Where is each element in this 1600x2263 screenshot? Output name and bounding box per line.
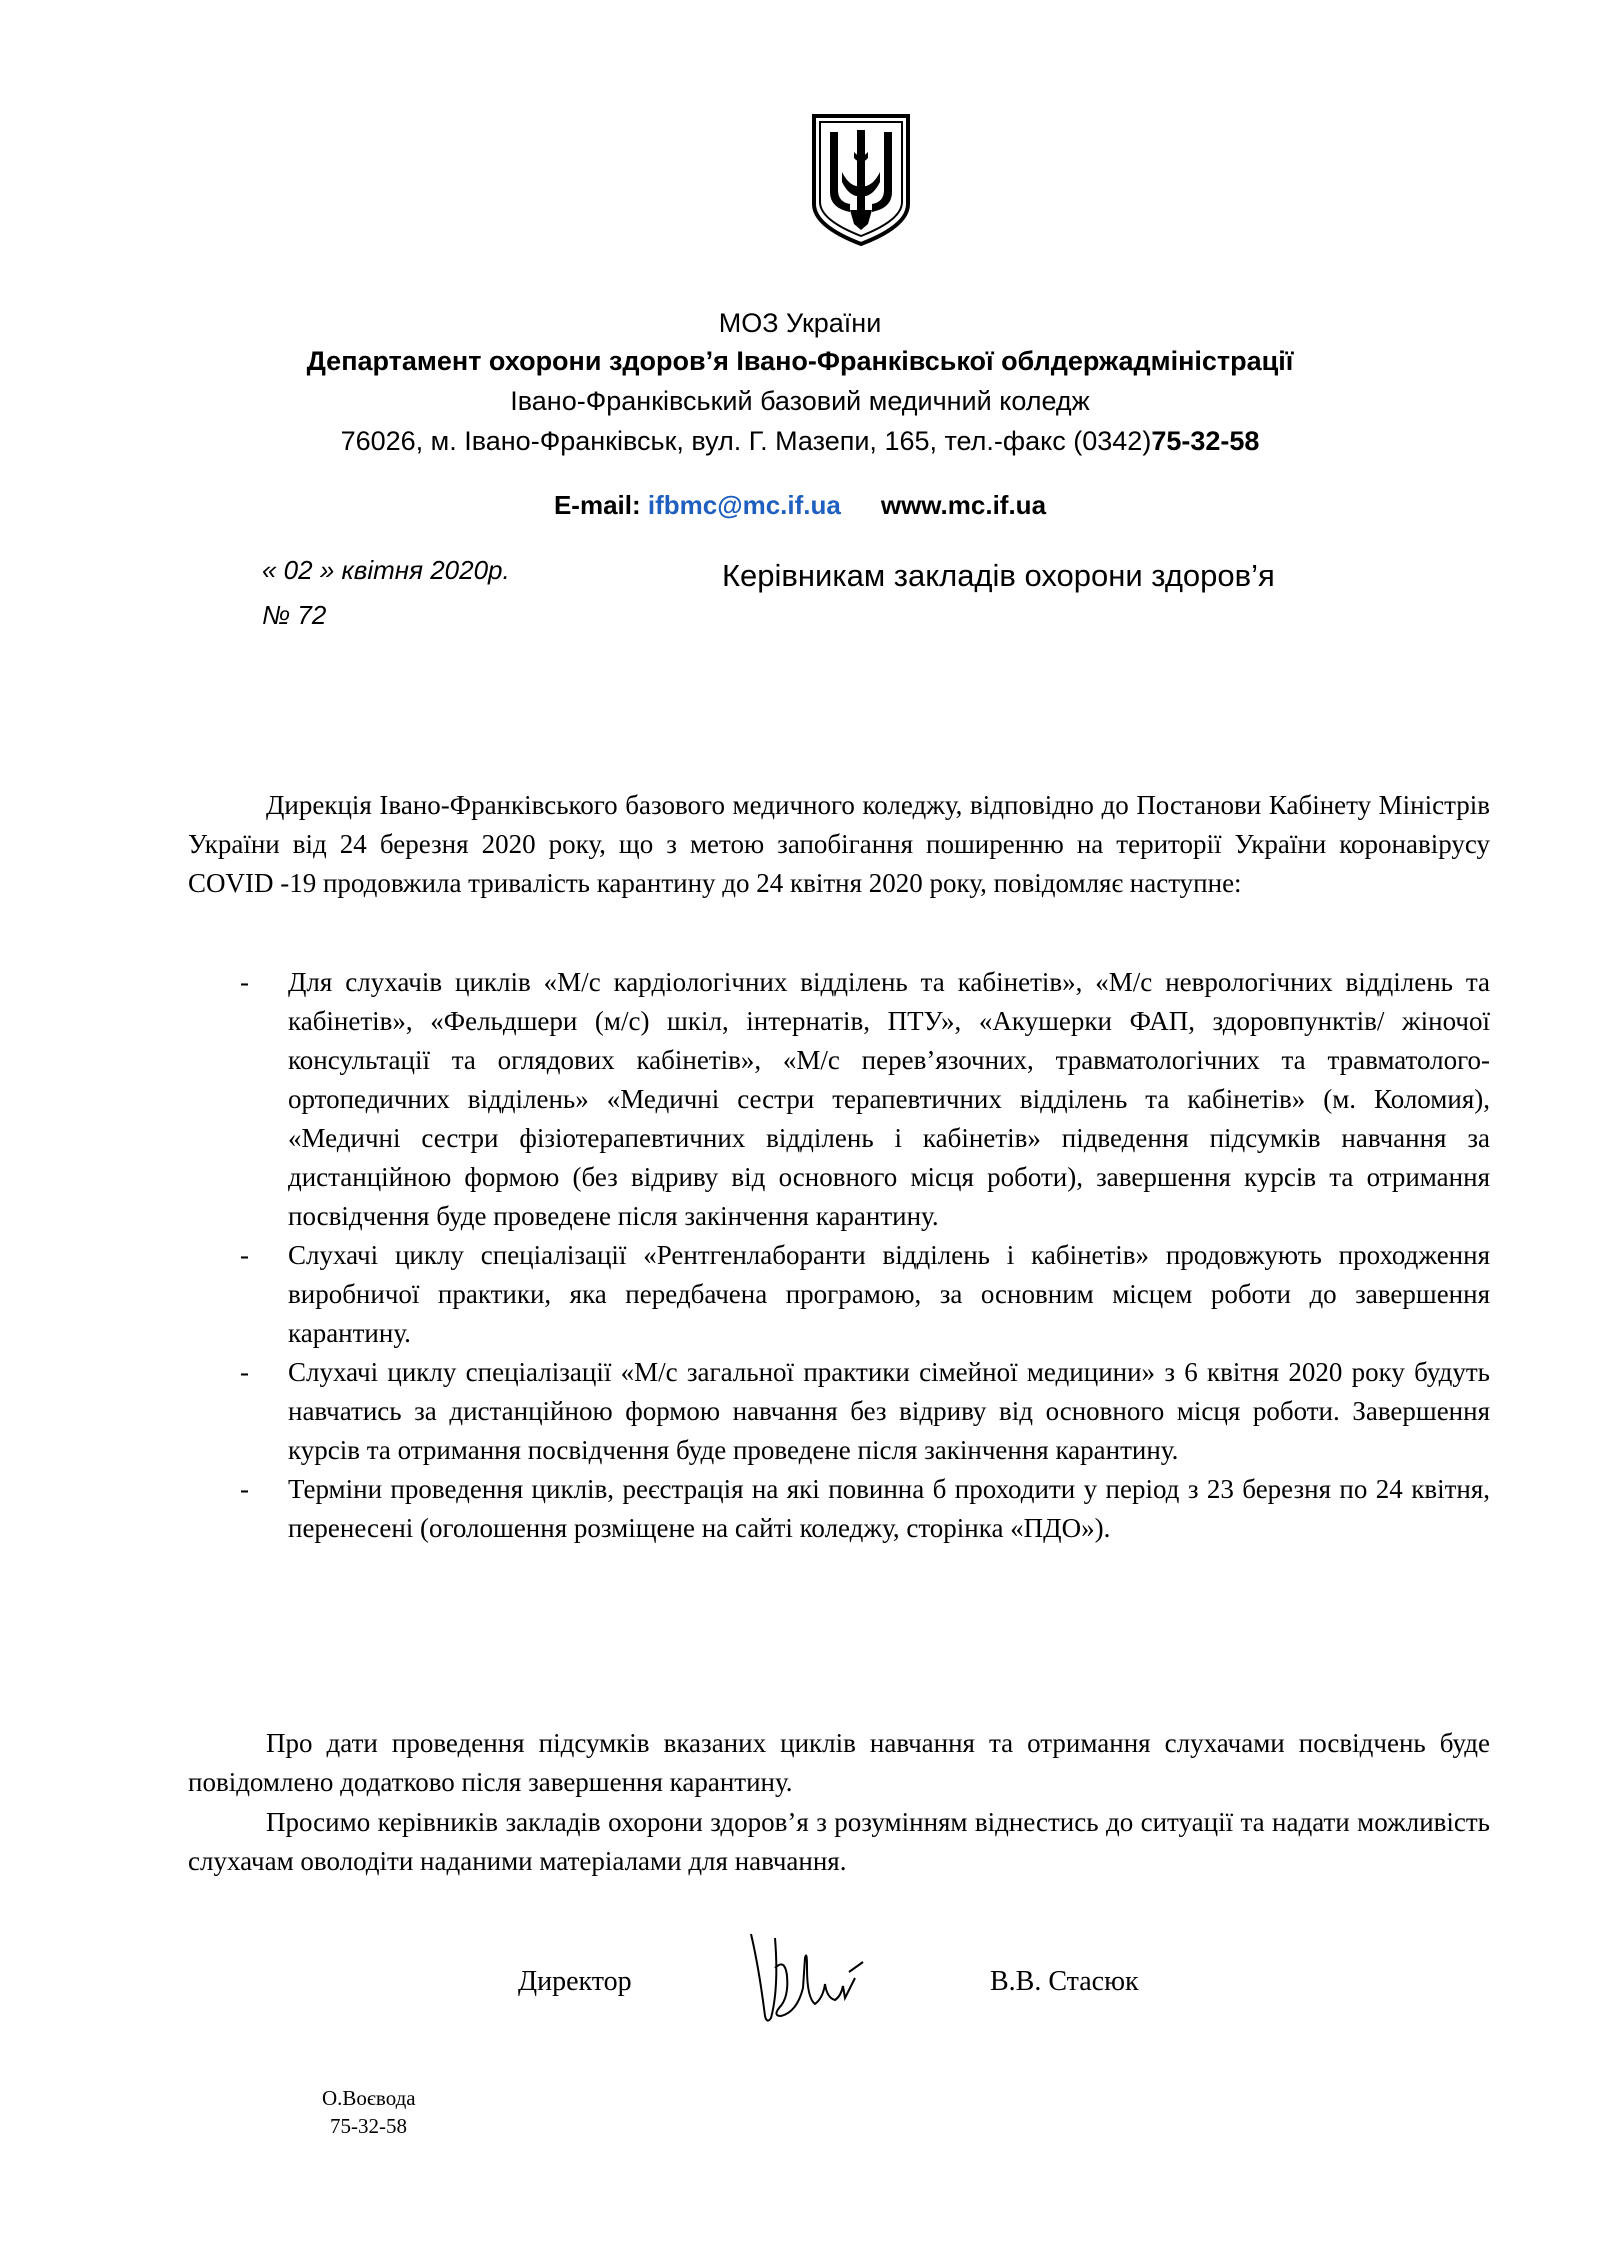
handwritten-signature-icon bbox=[745, 1928, 870, 2028]
list-item-text: Терміни проведення циклів, реєстрація на які повинна б проходити у період з 23 березня по 24 квітня, перенесені (оголошення розміщене на сайті коледжу, сторінка «ПДО»). bbox=[288, 1474, 1490, 1543]
bullet-marker: - bbox=[240, 1474, 249, 1504]
letter-date: « 02 » квітня 2020р. bbox=[262, 555, 510, 585]
signatory-title: Директор bbox=[518, 1966, 632, 1997]
bullet-marker: - bbox=[240, 967, 249, 997]
bullet-list bbox=[188, 963, 1490, 1548]
email-label: E-mail: bbox=[553, 490, 648, 520]
list-item bbox=[188, 1470, 1490, 1548]
executor-phone: 75-32-58 bbox=[330, 2114, 407, 2138]
list-item-text: Для слухачів циклів «М/с кардіологічних відділень та кабінетів», «М/с неврологічних відділень та кабінетів», «Фельдшери (м/с) шкіл, інтернатів, ПТУ», «Акушерки ФАП, здоровпунктів/ жіночої консультації та оглядових кабінетів», «М/с перев’язочних, травматологічних та травматолого-ортопедичних відділень» «Медичні сестри терапевтичних відділень та кабінетів» (м. Коломия), «Медичні сестри фізіотерапевтичних відділень і кабінетів» підведення підсумків навчання за дистанційною формою (без відриву від основного місця роботи), завершення курсів та отримання посвідчення буде проведене після закінчення карантину. bbox=[288, 967, 1490, 1231]
closing-paragraph-1: Про дати проведення підсумків вказаних циклів навчання та отримання слухачами посвідчень буде повідомлено додатково після завершення карантину. bbox=[188, 1728, 1490, 1797]
signatory-name: В.В. Стасюк bbox=[990, 1966, 1139, 1997]
ministry-name: МОЗ України bbox=[718, 308, 882, 338]
intro-paragraph: Дирекція Івано-Франківського базового медичного коледжу, відповідно до Постанови Кабінету Міністрів України від 24 березня 2020 року, що з метою запобігання поширенню на території України коронавірусу COVID -19 продовжила тривалість карантину до 24 квітня 2020 року, повідомляє наступне: bbox=[188, 790, 1490, 898]
letter-number: № 72 bbox=[262, 600, 327, 630]
department-name: Департамент охорони здоров’я Івано-Франківської облдержадміністрації bbox=[306, 346, 1294, 376]
website-link[interactable]: www.mc.if.ua bbox=[880, 490, 1047, 520]
college-address bbox=[0, 426, 1600, 457]
addressee: Керівникам закладів охорони здоров’я bbox=[722, 558, 1275, 593]
bullet-marker: - bbox=[240, 1357, 249, 1387]
phone-number: 75-32-58 bbox=[1151, 426, 1260, 456]
college-name: Івано-Франківський базовий медичний коледж bbox=[510, 386, 1090, 416]
email-link[interactable]: ifbmc@mc.if.ua bbox=[647, 490, 841, 520]
list-item bbox=[188, 1353, 1490, 1470]
executor-name: О.Воєвода bbox=[322, 2086, 416, 2110]
contacts-line bbox=[0, 490, 1600, 521]
bullet-marker: - bbox=[240, 1240, 249, 1270]
address-text: 76026, м. Івано-Франківськ, вул. Г. Мазепи, 165, тел.-факс (0342) bbox=[340, 426, 1152, 456]
list-item bbox=[188, 963, 1490, 1236]
list-item-text: Слухачі циклу спеціалізації «Рентгенлаборанти відділень і кабінетів» продовжують проходження виробничої практики, яка передбачена програмою, за основним місцем роботи до завершення карантину. bbox=[288, 1240, 1490, 1348]
closing-paragraph-2: Просимо керівників закладів охорони здоров’я з розумінням віднестись до ситуації та надати можливість слухачам оволодіти наданими матеріалами для навчання. bbox=[188, 1807, 1490, 1876]
list-item-text: Слухачі циклу спеціалізації «М/с загальної практики сімейної медицини» з 6 квітня 2020 року будуть навчатись за дистанційною формою навчання без відриву від основного місця роботи. Завершення курсів та отримання посвідчення буде проведене після закінчення карантину. bbox=[288, 1357, 1490, 1465]
trident-coat-of-arms-icon bbox=[810, 112, 912, 248]
list-item bbox=[188, 1236, 1490, 1353]
